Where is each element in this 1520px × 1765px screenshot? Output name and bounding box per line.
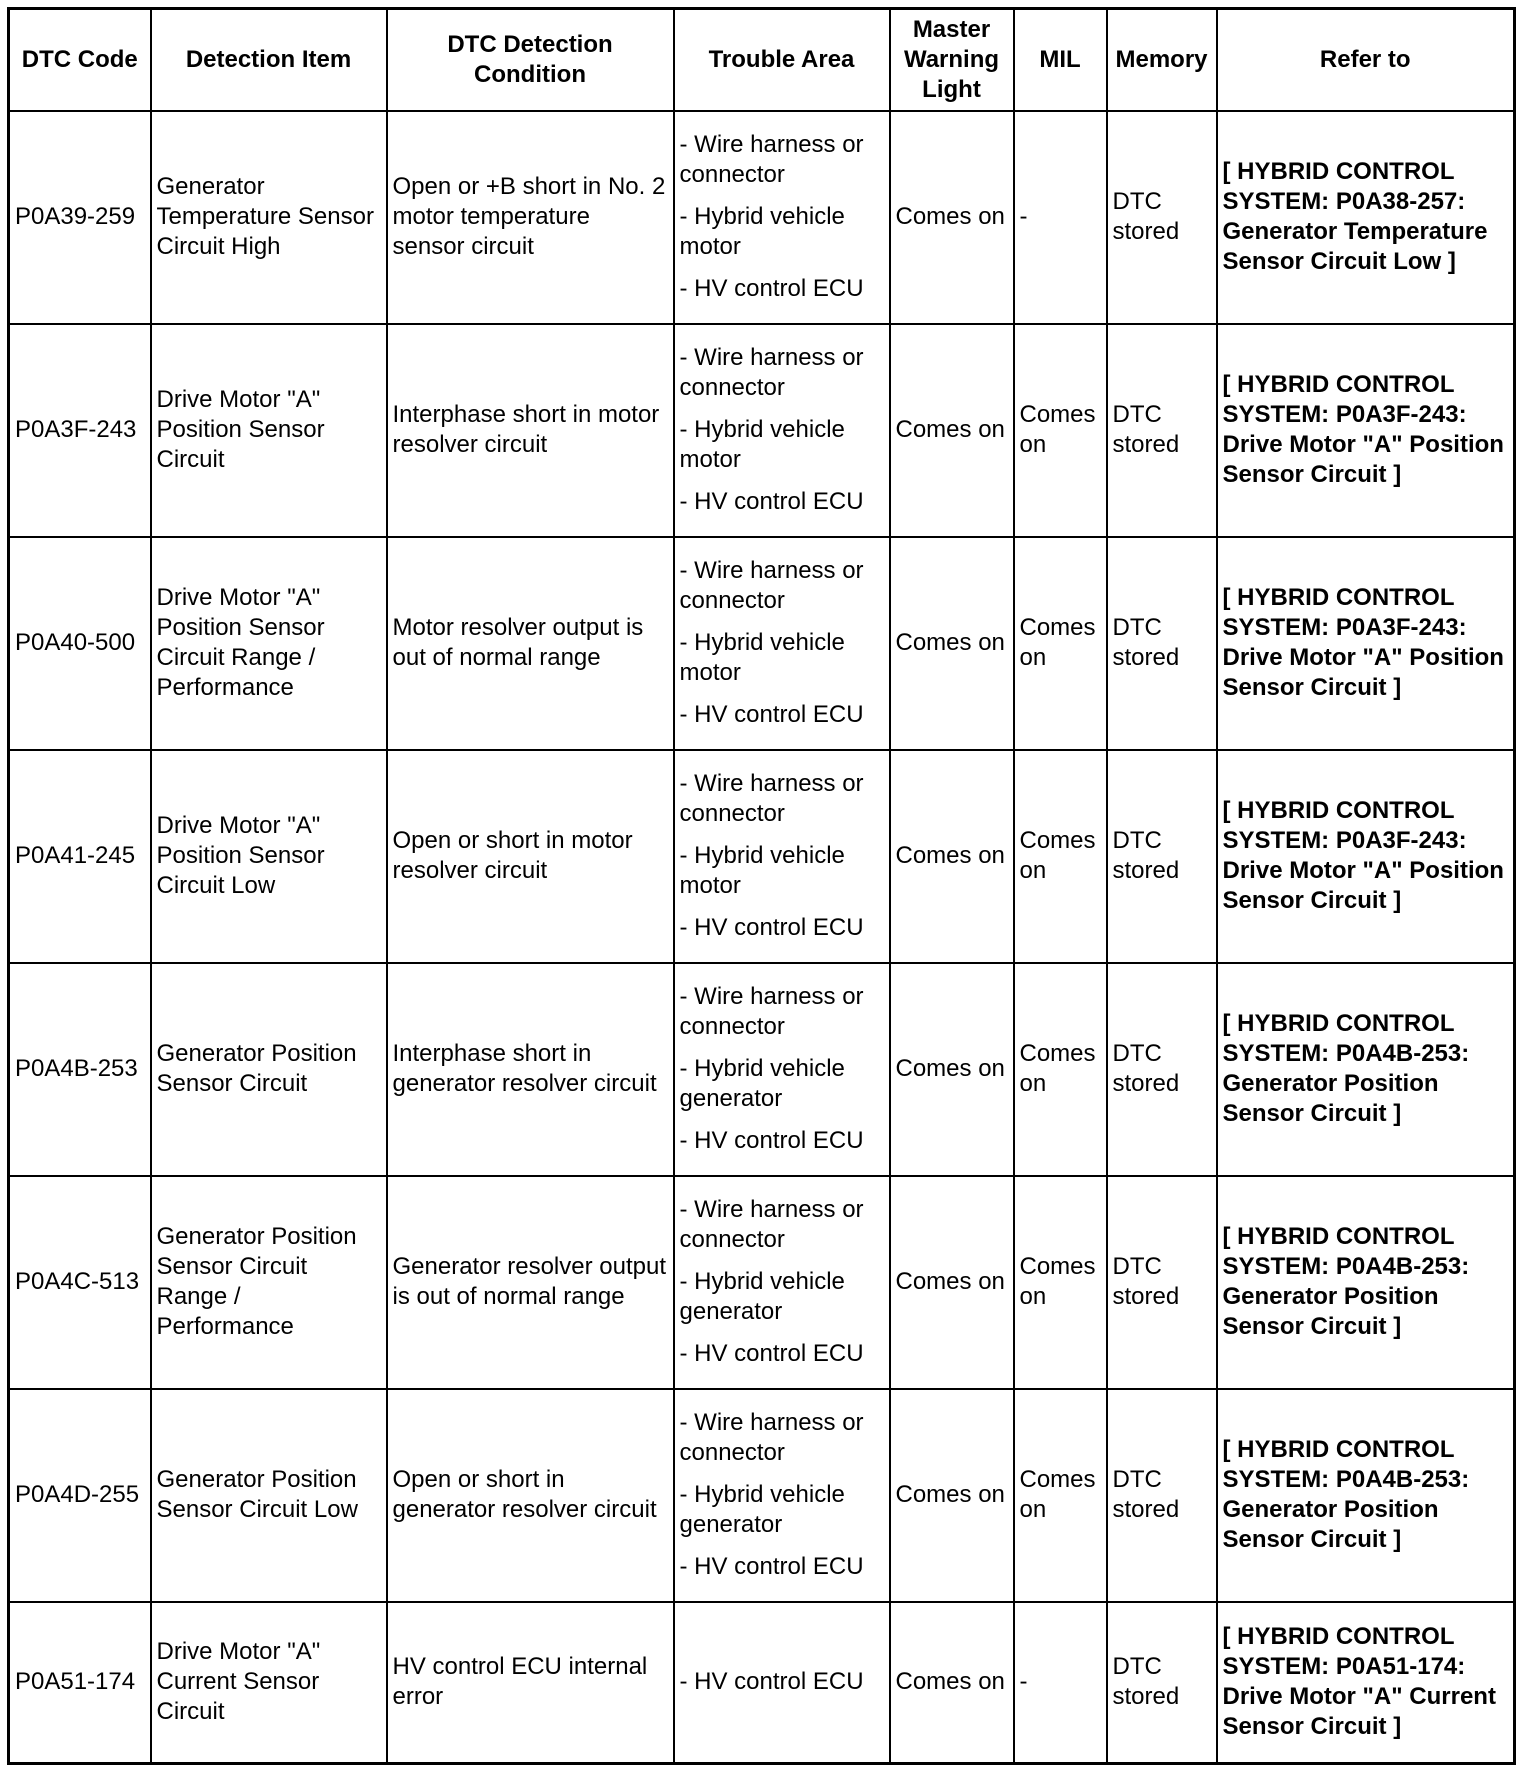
- refer-to-link: [ HYBRID CONTROL SYSTEM: P0A4B-253: Generator Position Sensor Circuit ]: [1217, 1389, 1515, 1602]
- refer-to-link: [ HYBRID CONTROL SYSTEM: P0A4B-253: Generator Position Sensor Circuit ]: [1217, 963, 1515, 1176]
- memory-cell: DTC stored: [1107, 324, 1217, 537]
- memory-cell: DTC stored: [1107, 1389, 1217, 1602]
- dtc-code-cell: P0A40-500: [9, 537, 151, 750]
- detection-condition-cell: Motor resolver output is out of normal range: [387, 537, 674, 750]
- trouble-area-item: - HV control ECU: [679, 1340, 864, 1367]
- trouble-area-cell: [674, 1602, 890, 1764]
- detection-condition-cell: Generator resolver output is out of normal range: [387, 1176, 674, 1389]
- trouble-area-cell: [674, 963, 890, 1176]
- dtc-table-container: [7, 7, 1516, 1765]
- master-warning-light-cell: Comes on: [890, 750, 1014, 963]
- memory-cell: DTC stored: [1107, 750, 1217, 963]
- detection-item-cell: Generator Position Sensor Circuit: [151, 963, 387, 1176]
- trouble-area-item: - Wire harness or connector: [679, 983, 864, 1040]
- dtc-code-cell: P0A39-259: [9, 111, 151, 324]
- trouble-area-item: - Wire harness or connector: [679, 1196, 864, 1253]
- master-warning-light-cell: Comes on: [890, 537, 1014, 750]
- mil-cell: Comes on: [1014, 537, 1107, 750]
- trouble-area-item: - Hybrid vehicle generator: [679, 1055, 845, 1112]
- mil-cell: Comes on: [1014, 963, 1107, 1176]
- trouble-area-cell: [674, 324, 890, 537]
- table-row: [9, 963, 1515, 1176]
- header-memory: Memory: [1107, 9, 1217, 111]
- trouble-area-item: - HV control ECU: [679, 275, 864, 302]
- master-warning-light-cell: Comes on: [890, 324, 1014, 537]
- trouble-area-item: - Wire harness or connector: [679, 1409, 864, 1466]
- trouble-area-cell: [674, 111, 890, 324]
- detection-condition-cell: Open or +B short in No. 2 motor temperature sensor circuit: [387, 111, 674, 324]
- header-detection-item: Detection Item: [151, 9, 387, 111]
- trouble-area-cell: [674, 1176, 890, 1389]
- table-row: [9, 1176, 1515, 1389]
- detection-item-cell: Generator Position Sensor Circuit Low: [151, 1389, 387, 1602]
- detection-condition-cell: Interphase short in motor resolver circuit: [387, 324, 674, 537]
- mil-cell: Comes on: [1014, 324, 1107, 537]
- detection-item-cell: Drive Motor "A" Current Sensor Circuit: [151, 1602, 387, 1764]
- dtc-code-cell: P0A4B-253: [9, 963, 151, 1176]
- refer-to-link: [ HYBRID CONTROL SYSTEM: P0A51-174: Drive Motor "A" Current Sensor Circuit ]: [1217, 1602, 1515, 1764]
- trouble-area-item: - HV control ECU: [679, 1668, 864, 1696]
- header-detection-condition: DTC Detection Condition: [387, 9, 674, 111]
- master-warning-light-cell: Comes on: [890, 1389, 1014, 1602]
- trouble-area-cell: [674, 1389, 890, 1602]
- refer-to-link: [ HYBRID CONTROL SYSTEM: P0A3F-243: Drive Motor "A" Position Sensor Circuit ]: [1217, 324, 1515, 537]
- dtc-code-cell: P0A4C-513: [9, 1176, 151, 1389]
- dtc-code-cell: P0A3F-243: [9, 324, 151, 537]
- header-row: [9, 9, 1515, 111]
- master-warning-light-cell: Comes on: [890, 111, 1014, 324]
- detection-item-cell: Drive Motor "A" Position Sensor Circuit Range / Performance: [151, 537, 387, 750]
- trouble-area-item: - Hybrid vehicle generator: [679, 1481, 845, 1538]
- table-row: [9, 324, 1515, 537]
- refer-to-link: [ HYBRID CONTROL SYSTEM: P0A3F-243: Drive Motor "A" Position Sensor Circuit ]: [1217, 750, 1515, 963]
- detection-item-cell: Generator Temperature Sensor Circuit High: [151, 111, 387, 324]
- header-dtc-code: DTC Code: [9, 9, 151, 111]
- memory-cell: DTC stored: [1107, 963, 1217, 1176]
- detection-item-cell: Drive Motor "A" Position Sensor Circuit Low: [151, 750, 387, 963]
- dtc-code-cell: P0A51-174: [9, 1602, 151, 1764]
- header-refer-to: Refer to: [1217, 9, 1515, 111]
- refer-to-link: [ HYBRID CONTROL SYSTEM: P0A3F-243: Drive Motor "A" Position Sensor Circuit ]: [1217, 537, 1515, 750]
- master-warning-light-cell: Comes on: [890, 963, 1014, 1176]
- header-trouble-area: Trouble Area: [674, 9, 890, 111]
- trouble-area-item: - Hybrid vehicle motor: [679, 416, 845, 473]
- trouble-area-item: - Wire harness or connector: [679, 344, 864, 401]
- trouble-area-item: - Hybrid vehicle motor: [679, 203, 845, 260]
- master-warning-light-cell: Comes on: [890, 1176, 1014, 1389]
- dtc-code-cell: P0A41-245: [9, 750, 151, 963]
- dtc-code-cell: P0A4D-255: [9, 1389, 151, 1602]
- trouble-area-item: - Hybrid vehicle motor: [679, 842, 845, 899]
- trouble-area-item: - HV control ECU: [679, 1127, 864, 1154]
- mil-cell: Comes on: [1014, 750, 1107, 963]
- detection-item-cell: Generator Position Sensor Circuit Range / Performance: [151, 1176, 387, 1389]
- trouble-area-item: - Wire harness or connector: [679, 557, 864, 614]
- trouble-area-item: - Wire harness or connector: [679, 770, 864, 827]
- refer-to-link: [ HYBRID CONTROL SYSTEM: P0A4B-253: Generator Position Sensor Circuit ]: [1217, 1176, 1515, 1389]
- table-row: [9, 111, 1515, 324]
- table-row: [9, 1602, 1515, 1764]
- header-master-warning-light: Master Warning Light: [890, 9, 1014, 111]
- dtc-table: [7, 7, 1516, 1765]
- trouble-area-item: - HV control ECU: [679, 914, 864, 941]
- mil-cell: -: [1014, 111, 1107, 324]
- mil-cell: -: [1014, 1602, 1107, 1764]
- table-row: [9, 750, 1515, 963]
- refer-to-link: [ HYBRID CONTROL SYSTEM: P0A38-257: Generator Temperature Sensor Circuit Low ]: [1217, 111, 1515, 324]
- header-mil: MIL: [1014, 9, 1107, 111]
- detection-item-cell: Drive Motor "A" Position Sensor Circuit: [151, 324, 387, 537]
- trouble-area-cell: [674, 537, 890, 750]
- trouble-area-item: - HV control ECU: [679, 488, 864, 515]
- table-row: [9, 1389, 1515, 1602]
- trouble-area-item: - Hybrid vehicle motor: [679, 629, 845, 686]
- mil-cell: Comes on: [1014, 1389, 1107, 1602]
- memory-cell: DTC stored: [1107, 1602, 1217, 1764]
- memory-cell: DTC stored: [1107, 1176, 1217, 1389]
- trouble-area-item: - HV control ECU: [679, 1553, 864, 1580]
- trouble-area-item: - HV control ECU: [679, 701, 864, 728]
- memory-cell: DTC stored: [1107, 111, 1217, 324]
- detection-condition-cell: Interphase short in generator resolver circuit: [387, 963, 674, 1176]
- detection-condition-cell: Open or short in motor resolver circuit: [387, 750, 674, 963]
- trouble-area-item: - Hybrid vehicle generator: [679, 1268, 845, 1325]
- trouble-area-item: - Wire harness or connector: [679, 131, 864, 188]
- table-row: [9, 537, 1515, 750]
- mil-cell: Comes on: [1014, 1176, 1107, 1389]
- master-warning-light-cell: Comes on: [890, 1602, 1014, 1764]
- detection-condition-cell: Open or short in generator resolver circuit: [387, 1389, 674, 1602]
- dtc-table-body: [9, 111, 1515, 1764]
- trouble-area-cell: [674, 750, 890, 963]
- detection-condition-cell: HV control ECU internal error: [387, 1602, 674, 1764]
- memory-cell: DTC stored: [1107, 537, 1217, 750]
